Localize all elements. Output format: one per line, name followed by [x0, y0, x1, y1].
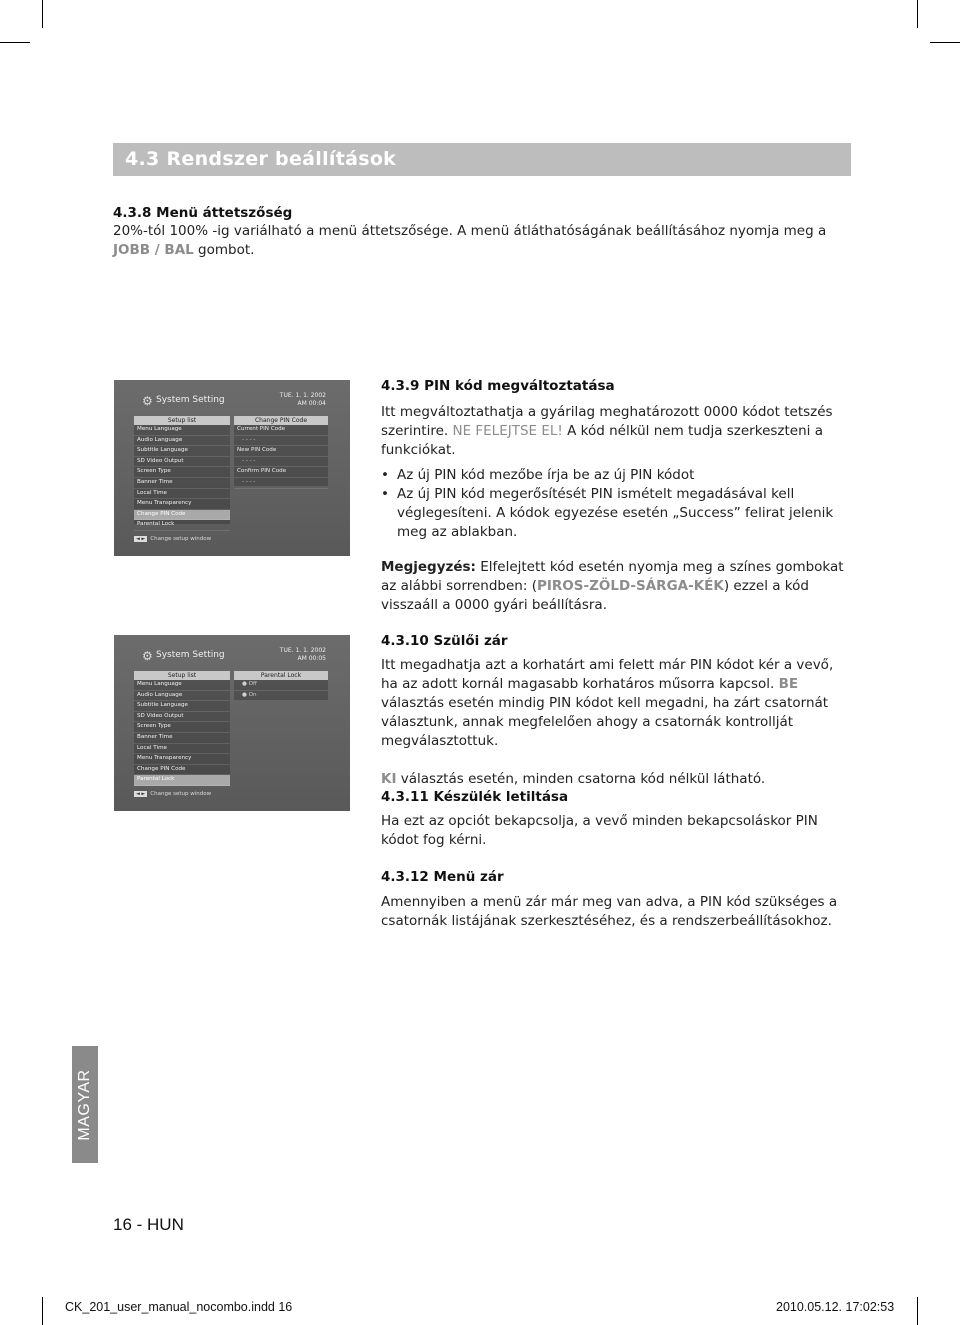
panel-header: Setup list: [134, 416, 230, 425]
section-header: 4.3 Rendszer beállítások: [113, 143, 851, 176]
setup-list-item[interactable]: Menu Language: [134, 425, 230, 436]
setup-list-item[interactable]: Screen Type: [134, 467, 230, 478]
setup-list-item[interactable]: Local Time: [134, 744, 230, 755]
setup-list-item[interactable]: SD Video Output: [134, 457, 230, 468]
time: AM 00:05: [297, 655, 326, 662]
pin-entry-field[interactable]: - - - -: [234, 436, 328, 447]
print-footer-file: CK_201_user_manual_nocombo.indd 16: [65, 1300, 293, 1314]
crop-mark: [0, 42, 30, 43]
para-text: [381, 770, 851, 789]
heading-4-3-12: 4.3.12 Menü zár: [381, 869, 504, 885]
screen-title: System Setting: [156, 395, 225, 405]
screen-title: System Setting: [156, 650, 225, 660]
setup-list-item[interactable]: Menu Transparency: [134, 499, 230, 510]
date: TUE. 1. 1. 2002: [279, 392, 326, 399]
para-line: 20%-tól 100% -ig variálható a menü áttetszősége. A menü átláthatóságának beállításához nyomja meg a: [113, 223, 827, 239]
note-label: Megjegyzés:: [381, 559, 476, 575]
setup-list-item[interactable]: Menu Transparency: [134, 754, 230, 765]
para-text: [381, 403, 851, 460]
text-span: Itt megadhatja azt a korhatárt ami felett már PIN kódot kér a vevő, ha az adott kornál magasabb korhatáros műsorra kapcsol.: [381, 657, 834, 692]
heading-4-3-8: 4.3.8 Menü áttetszőség: [113, 205, 293, 221]
setup-list-item[interactable]: Banner Time: [134, 478, 230, 489]
crop-mark: [42, 0, 43, 28]
screen-footer: [134, 536, 211, 542]
gear-icon: ⚙: [142, 394, 153, 408]
setup-list-item[interactable]: Screen Type: [134, 722, 230, 733]
change-pin-panel: [234, 416, 328, 486]
para-text: gombot.: [193, 242, 255, 258]
color-sequence: PIROS-ZÖLD-SÁRGA-KÉK: [536, 578, 724, 594]
footer-text: Change setup window: [150, 791, 212, 797]
heading-4-3-9: 4.3.9 PIN kód megváltoztatása: [381, 378, 615, 394]
key-label: JOBB / BAL: [113, 242, 194, 258]
setup-list-item[interactable]: Menu Language: [134, 680, 230, 691]
pin-field-label: Confirm PIN Code: [234, 467, 328, 478]
note-paragraph: [381, 558, 851, 615]
text-span: választás esetén, minden csatorna kód nélkül látható.: [396, 771, 766, 787]
side-tab-label: MAGYAR: [76, 1068, 93, 1141]
setup-list-item[interactable]: Parental Lock: [134, 520, 230, 531]
date-time: [280, 647, 326, 663]
paragraph-4-3-8: [113, 222, 853, 260]
setup-list-item[interactable]: Local Time: [134, 489, 230, 500]
paragraph-4-3-12: Amennyiben a menü zár már meg van adva, a PIN kód szükséges a csatornák listájának szerkesztéséhez, és a rendszerbeállításokhoz.: [381, 894, 838, 929]
crop-mark: [917, 0, 918, 28]
gear-icon: ⚙: [142, 649, 153, 663]
text-span: Elfelejtett kód esetén nyomja meg a színes gombokat az alábbi sorrendben: (: [381, 559, 844, 594]
text-span: Itt megváltoztathatja a gyárilag meghatározott 0000 kódot tetszés szerintire.: [381, 404, 833, 439]
radio-option[interactable]: ● Off: [234, 680, 328, 691]
arrow-keys-icon: ◄ ►: [136, 536, 146, 542]
bullet-item: • Az új PIN kód megerősítését PIN ismételt megadásával kell véglegesíteni. A kódok egyezése esetén „Success” felirat jelenik meg az ablakban.: [381, 485, 851, 542]
screen-footer: [134, 791, 211, 797]
crop-mark: [917, 1297, 918, 1325]
panel-header: Change PIN Code: [234, 416, 328, 425]
setup-list-item[interactable]: Subtitle Language: [134, 446, 230, 457]
crop-mark: [930, 42, 960, 43]
bullet-item: • Az új PIN kód mezőbe írja be az új PIN kódot: [381, 466, 851, 485]
screenshot-change-pin: [114, 380, 350, 556]
para-text: [381, 558, 851, 615]
pin-entry-field[interactable]: - - - -: [234, 457, 328, 468]
warning-text: NE FELEJTSE EL!: [452, 423, 563, 439]
heading-4-3-11: 4.3.11 Készülék letiltása: [381, 789, 569, 805]
setup-list-item[interactable]: Subtitle Language: [134, 701, 230, 712]
setup-list-item[interactable]: Change PIN Code: [134, 510, 230, 521]
setup-list-item[interactable]: Audio Language: [134, 436, 230, 447]
setup-list-panel: [134, 416, 230, 528]
setup-list-panel: [134, 671, 230, 783]
footer-text: Change setup window: [150, 536, 212, 542]
parental-lock-panel: [234, 671, 328, 701]
pin-field-label: New PIN Code: [234, 446, 328, 457]
paragraph-4-3-10: [381, 656, 851, 789]
ki-label: KI: [381, 771, 397, 787]
heading-4-3-10: 4.3.10 Szülői zár: [381, 633, 508, 649]
time: AM 00:04: [297, 400, 326, 407]
setup-list-item[interactable]: Banner Time: [134, 733, 230, 744]
date: TUE. 1. 1. 2002: [279, 647, 326, 654]
print-footer-date: 2010.05.12. 17:02:53: [776, 1300, 895, 1314]
panel-header: Setup list: [134, 671, 230, 680]
pin-field-label: Current PIN Code: [234, 425, 328, 436]
text-span: választás esetén mindig PIN kódot kell megadni, ha zárt csatornát választunk, annak megfelelően ahogy a csatornák kontrollját megválasztottuk.: [381, 695, 829, 749]
panel-header: Parental Lock: [234, 671, 328, 680]
para-line: [113, 241, 853, 260]
screenshot-parental-lock: [114, 635, 350, 811]
arrow-keys-icon: ◄ ►: [136, 791, 146, 797]
text-span: ) ezzel a kód visszaáll a 0000 gyári beállításra.: [381, 578, 809, 613]
pin-entry-field[interactable]: - - - -: [234, 478, 328, 489]
text-span: A kód nélkül nem tudja szerkeszteni a funkciókat.: [381, 423, 823, 458]
language-side-tab: [72, 1046, 98, 1163]
setup-list-item[interactable]: Change PIN Code: [134, 765, 230, 776]
setup-list-item[interactable]: Parental Lock: [134, 775, 230, 786]
be-label: BE: [778, 676, 799, 692]
radio-option[interactable]: ● On: [234, 691, 328, 702]
bullet-list: [381, 466, 851, 542]
para-text: [381, 656, 851, 751]
crop-mark: [42, 1297, 43, 1325]
setup-list-item[interactable]: SD Video Output: [134, 712, 230, 723]
setup-list-item[interactable]: Audio Language: [134, 691, 230, 702]
paragraph-4-3-9: [381, 403, 851, 542]
paragraph-4-3-11: Ha ezt az opciót bekapcsolja, a vevő minden bekapcsoláskor PIN kódot fog kérni.: [381, 813, 818, 848]
date-time: [280, 392, 326, 408]
page-number: 16 - HUN: [113, 1215, 184, 1234]
